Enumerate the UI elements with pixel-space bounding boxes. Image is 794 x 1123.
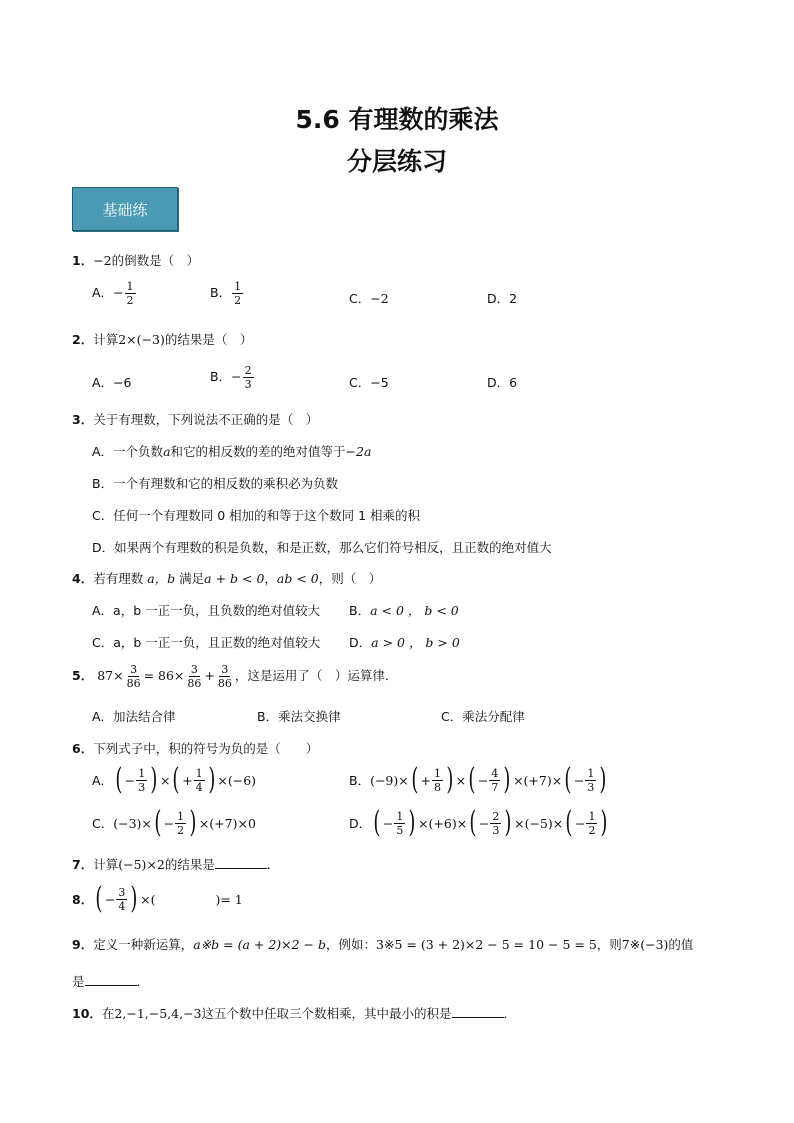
- q1-option-d[interactable]: D．2: [487, 291, 518, 306]
- q4-option-a[interactable]: A．a，b 一正一负，且负数的绝对值较大: [92, 603, 321, 618]
- q2-option-d[interactable]: D．6: [487, 375, 518, 390]
- question-9-line2: 是 ．: [72, 974, 150, 989]
- q3-option-b[interactable]: B．一个有理数和它的相反数的乘积必为负数: [92, 476, 339, 491]
- q5-option-c[interactable]: C．乘法分配律: [441, 709, 525, 724]
- q2-option-b[interactable]: B．− $\frac{2}{3}$: [210, 364, 252, 391]
- page-subtitle: 分层练习: [346, 147, 447, 176]
- q5-option-a[interactable]: A．加法结合律: [92, 709, 176, 724]
- question-10: 10．在2,−1,−5,4,−3这五个数中任取三个数相乘，其中最小的积是 ．: [72, 1006, 517, 1021]
- q7-answer-blank[interactable]: [215, 856, 267, 869]
- q10-answer-blank[interactable]: [452, 1005, 504, 1018]
- q2-option-a[interactable]: A．−6: [92, 375, 132, 390]
- q6-option-d[interactable]: D． ( − $\frac{1}{5}$ ) ×(+6)× ( − $\frac{2}{3}$ ) ×(−5)× ( − $\frac{1}{2}$ ): [349, 805, 608, 840]
- page-title: 5.6 有理数的乘法: [295, 105, 499, 134]
- question-1: [72, 251, 199, 269]
- q1-expr: −2: [93, 253, 112, 268]
- q3-option-c[interactable]: C．任何一个有理数同 0 相加的和等于这个数同 1 相乘的积: [92, 508, 421, 523]
- q1-option-b[interactable]: B． $\frac{1}{2}$: [210, 280, 242, 307]
- q1-number: 1．: [72, 253, 94, 268]
- q6-option-b[interactable]: B． (−9)× ( + $\frac{1}{8}$ ) × ( − $\frac{4}{7}$ ) ×(+7)× ( − $\frac{1}{3}$ ): [349, 762, 607, 797]
- q1-text: 的倒数是（ ）: [111, 253, 200, 268]
- question-5: 5． 87× $\frac{3}{86}$ = 86× $\frac{3}{86}$ + $\frac{3}{86}$ ，这是运用了（ ）运算律．: [72, 663, 398, 690]
- question-9: 9．定义一种新运算，a※b = (a + 2)×2 − b，例如：3※5 = (3 + 2)×2 − 5 = 10 − 5 = 5，则7※(−3)的值: [72, 937, 694, 952]
- q5-option-b[interactable]: B．乘法交换律: [257, 709, 341, 724]
- q4-option-d[interactable]: D．a > 0 ， b > 0: [349, 635, 460, 650]
- question-3: 3．关于有理数，下列说法不正确的是（ ）: [72, 412, 319, 427]
- q6-option-c[interactable]: C． (−3)× ( − $\frac{1}{2}$ ) ×(+7)×0: [92, 805, 256, 840]
- question-4: 4．若有理数 a，b 满足a + b < 0，ab < 0，则（ ）: [72, 571, 382, 586]
- question-6: 6．下列式子中，积的符号为负的是（ ）: [72, 741, 319, 756]
- q1-option-c[interactable]: C．−2: [349, 291, 389, 306]
- q2-option-c[interactable]: C．−5: [349, 375, 389, 390]
- question-2: 2．计算2×(−3)的结果是（ ）: [72, 332, 253, 347]
- q3-option-a[interactable]: A．一个负数a和它的相反数的差的绝对值等于−2a: [92, 444, 372, 459]
- q1-option-a[interactable]: A．− $\frac{1}{2}$: [92, 280, 134, 307]
- section-badge: 基础练: [72, 187, 178, 231]
- q6-option-a[interactable]: A． ( − $\frac{1}{3}$ ) × ( + $\frac{1}{4}$ ) ×(−6): [92, 762, 257, 797]
- q9-answer-blank[interactable]: [85, 973, 137, 986]
- question-8: 8． ( − $\frac{3}{4}$ ) ×( )= 1: [72, 881, 243, 916]
- question-7: 7．计算(−5)×2的结果是 ．: [72, 857, 280, 872]
- q4-option-b[interactable]: B．a < 0 ， b < 0: [349, 603, 459, 618]
- q3-option-d[interactable]: D．如果两个有理数的积是负数，和是正数，那么它们符号相反，且正数的绝对值大: [92, 540, 552, 555]
- q4-option-c[interactable]: C．a，b 一正一负，且正数的绝对值较大: [92, 635, 321, 650]
